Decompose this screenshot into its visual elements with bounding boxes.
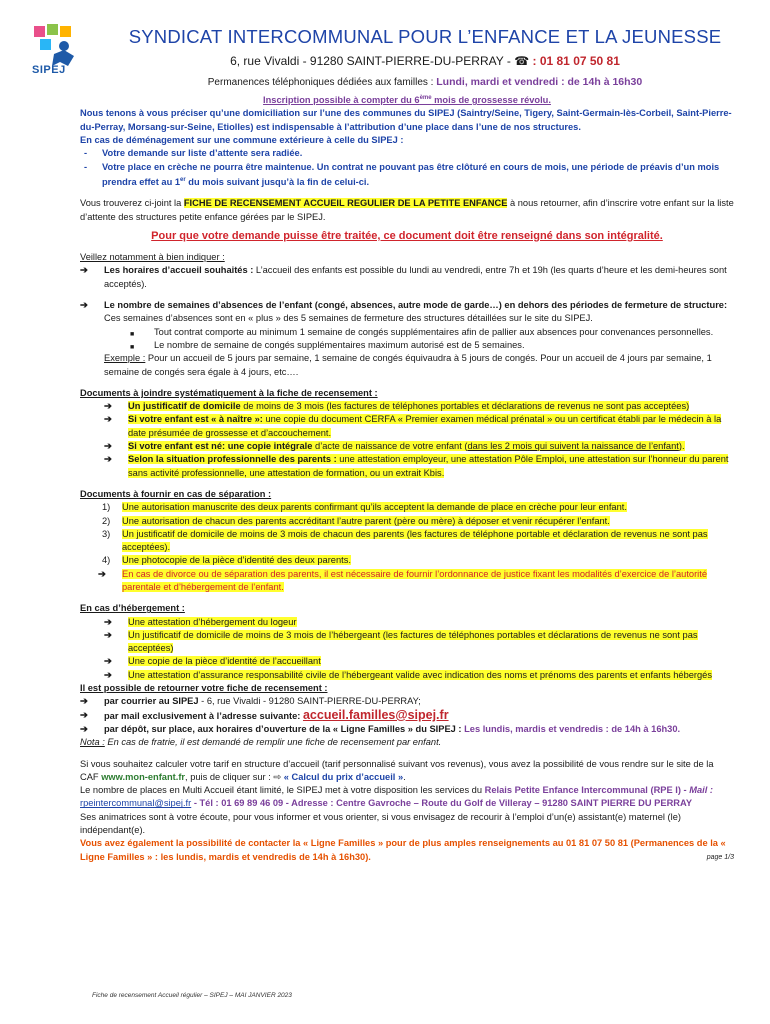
rpe-email-link[interactable]: rpeintercommunal@sipej.fr xyxy=(80,798,192,809)
list-item: ➔ Une attestation d’assurance responsabilité civile de l’hébergeant valide avec indication des noms et prénoms des parents et enfants hébergés xyxy=(104,669,712,680)
rpe-text: Le nombre de places en Multi Accueil étant limité, le SIPEJ met à votre disposition les services du Relais Petite Enfance Intercommunal (RPE I) - Mail : rpeintercommunal@sipej.fr - Tél : 01 69 89 46 09 - Adresse : Centre Gavroche – Route du Golf de Villeray – 91280 SAINT PIERRE DU PERRAY xyxy=(80,785,713,809)
fiche-text: Vous trouverez ci-joint la FICHE DE RECENSEMENT ACCUEIL REGULIER DE LA PETITE ENFANCE à nous retourner, afin d’inscrire votre enfant sur la liste d’attente des structures petite enfance gérées par le SIPEJ. xyxy=(80,198,734,222)
semaines-text: Ces semaines d’absences sont en « plus » des 5 semaines de fermeture des structures détaillées sur le site du SIPEJ. xyxy=(104,313,593,324)
separation-title: Documents à fournir en cas de séparation : xyxy=(80,488,272,499)
email-link[interactable]: accueil.familles@sipej.fr xyxy=(302,707,449,722)
rpe-info: Ses animatrices sont à votre écoute, pour vous informer et vous orienter, si vous envisagez de recourir à l’emploi d’un(e) assistant(e) maternel (le) indépendant(e). xyxy=(80,811,681,836)
list-item: ➔ Une copie de la pièce d’identité de l’accueillant xyxy=(104,656,321,667)
warning-text: Pour que votre demande puisse être traitée, ce document doit être renseigné dans son intégralité. xyxy=(151,229,663,242)
perm-label: Permanences téléphoniques dédiées aux familles : xyxy=(207,77,434,88)
list-item: 2) Une autorisation de chacun des parents accréditant l’autre parent (père ou mère) à déposer et venir récupérer l’enfant. xyxy=(102,515,610,526)
logo-text: SIPEJ xyxy=(32,64,66,76)
calcul-prix-link[interactable]: « Calcul du prix d’accueil » xyxy=(283,771,404,782)
page-number: page 1/3 xyxy=(706,853,734,861)
inscription-text: Inscription possible à compter du 6ème mois de grossesse révolu. xyxy=(263,95,551,106)
list-item: ➔ Une attestation d’hébergement du logeur xyxy=(104,616,297,627)
list-item: ➔ par mail exclusivement à l’adresse suivante: accueil.familles@sipej.fr xyxy=(80,707,449,722)
list-item: ➔ Le nombre de semaines d’absences de l’enfant (congé, absences, autre mode de garde…) en dehors des périodes de fermeture de structure: xyxy=(80,300,728,311)
list-item: ➔ Un justificatif de domicile de moins de 3 mois de l’hébergeant (les factures de téléphones portables et déclarations de revenus ne sont pas acceptées) xyxy=(104,629,698,654)
commune-text: Nous tenons à vous préciser qu’une domiciliation sur l’une des communes du SIPEJ (Saintry/Seine, Tigery, Saint-Germain-lès-Corbeil, Saint-Pierre-du-Perray, Morsang-sur-Seine, Etiolles) est indispensable à l’attribution d’une place dans l’une de nos structures. xyxy=(80,108,732,132)
bullet-item: ■ Tout contrat comporte au minimum 1 semaine de congés supplémentaires afin de pallier aux absences pour convenances personnelles. xyxy=(130,326,714,338)
list-item: ➔ Un justificatif de domicile de moins de 3 mois (les factures de téléphones portables et déclarations de revenus ne sont pas acceptées) xyxy=(104,401,690,412)
fiche-name: FICHE DE RECENSEMENT ACCUEIL REGULIER DE LA PETITE ENFANCE xyxy=(183,198,508,209)
page-title: SYNDICAT INTERCOMMUNAL POUR L’ENFANCE ET LA JEUNESSE xyxy=(128,26,722,47)
dash-item: - Votre demande sur liste d’attente sera radiée. xyxy=(84,148,303,159)
list-item: 3) Un justificatif de domicile de moins de 3 mois de chacun des parents (les factures de téléphone portable et déclaration de revenus ne sont pas acceptées). xyxy=(102,528,708,553)
indiquer-title: Veillez notamment à bien indiquer : xyxy=(80,252,225,263)
bullet-item: ■ Le nombre de semaine de congés supplémentaires maximum autorisé est de 5 semaines. xyxy=(130,339,525,351)
retour-title: Il est possible de retourner votre fiche de recensement : xyxy=(80,683,328,694)
header xyxy=(100,26,750,88)
ligne-familles-text: Vous avez également la possibilité de contacter la « Ligne Familles » pour de plus amples renseignements au 01 81 07 50 81 (Permanences de la « Ligne Familles » : les lundis, mardis et vendredis de 14h à 16h30). page 1/3 xyxy=(80,837,734,864)
demenagement-text: En cas de déménagement sur une commune extérieure à celle du SIPEJ : xyxy=(80,134,404,145)
inscription-notice xyxy=(80,92,734,107)
phone-icon: ☎ xyxy=(514,54,530,68)
list-item: ➔ Selon la situation professionnelle des parents : une attestation employeur, une attestation Pôle Emploi, une attestation sur l’honneur du parent sans activité professionnelle, une attestation de formation, ou un extrait Kbis. xyxy=(104,454,729,478)
list-item: 4) Une photocopie de la pièce d’identité des deux parents. xyxy=(102,555,351,566)
list-item: ➔ En cas de divorce ou de séparation des parents, il est nécessaire de fournir l’ordonnance de justice fixant les modalités d’exercice de l’autorité parentale et d’hébergement de l’enfant. xyxy=(98,568,708,592)
perm-hours: Lundi, mardi et vendredi : de 14h à 16h30 xyxy=(436,76,643,88)
nota: Nota : En cas de fratrie, il est demandé de remplir une fiche de recensement par enfant. xyxy=(80,737,442,748)
list-item: ➔ par courrier au SIPEJ - 6, rue Vivaldi - 91280 SAINT-PIERRE-DU-PERRAY; xyxy=(80,696,421,707)
tarif-text: Si vous souhaitez calculer votre tarif en structure d’accueil (tarif personnalisé suivant vos revenus), vous avez la possibilité de vous rendre sur le site de la CAF www.mon-enfant.fr, puis de cliquer sur : ⇨ « Calcul du prix d’accueil ». xyxy=(80,758,714,782)
dash-item: - Votre place en crèche ne pourra être maintenue. Un contrat ne pouvant pas être clôturé en cours de mois, une période de préavis d’un mois prendra effet au 1er du mois suivant jusqu’à la fin de celui-ci. xyxy=(84,161,720,187)
caf-site-link[interactable]: www.mon-enfant.fr xyxy=(101,771,186,782)
list-item: 1) Une autorisation manuscrite des deux parents confirmant qu’ils acceptent la demande de place en crèche pour leur enfant. xyxy=(102,502,627,513)
list-item: ➔ Si votre enfant est « à naître »: une copie du document CERFA « Premier examen médical prénatal » ou un certificat établi par le médecin à la date présumée de grossesse et d’accouchement. xyxy=(104,414,722,438)
exemple: Exemple : Pour un accueil de 5 jours par semaine, 1 semaine de congés équivaudra à 5 jours de congés. Pour un accueil de 4 jours par semaine, 1 semaine de congés sera égale à 4 jours, etc…. xyxy=(104,353,712,377)
permanences xyxy=(100,76,750,88)
list-item: ➔ par dépôt, sur place, aux horaires d’ouverture de la « Ligne Familles » du SIPEJ : Les lundis, mardis et vendredis : de 14h à 16h30. xyxy=(80,723,681,734)
intro-block xyxy=(80,92,734,864)
list-item: ➔ Si votre enfant est né: une copie intégrale d’acte de naissance de votre enfant (dans les 2 mois qui suivent la naissance de l’enfant). xyxy=(104,441,685,452)
footer: Fiche de recensement Accueil régulier – SIPEJ – MAI JANVIER 2023 xyxy=(92,992,292,999)
documents-title: Documents à joindre systématiquement à la fiche de recensement : xyxy=(80,387,378,398)
list-item: ➔ Les horaires d’accueil souhaités : L’accueil des enfants est possible du lundi au vendredi, entre 7h et 19h (les quarts d’heure et les demi-heures sont acceptés). xyxy=(80,265,727,289)
phone-number: : 01 81 07 50 81 xyxy=(532,54,620,68)
hebergement-title: En cas d’hébergement : xyxy=(80,603,185,614)
address-line xyxy=(100,54,750,68)
address: 6, rue Vivaldi - 91280 SAINT-PIERRE-DU-PERRAY - xyxy=(230,54,511,68)
